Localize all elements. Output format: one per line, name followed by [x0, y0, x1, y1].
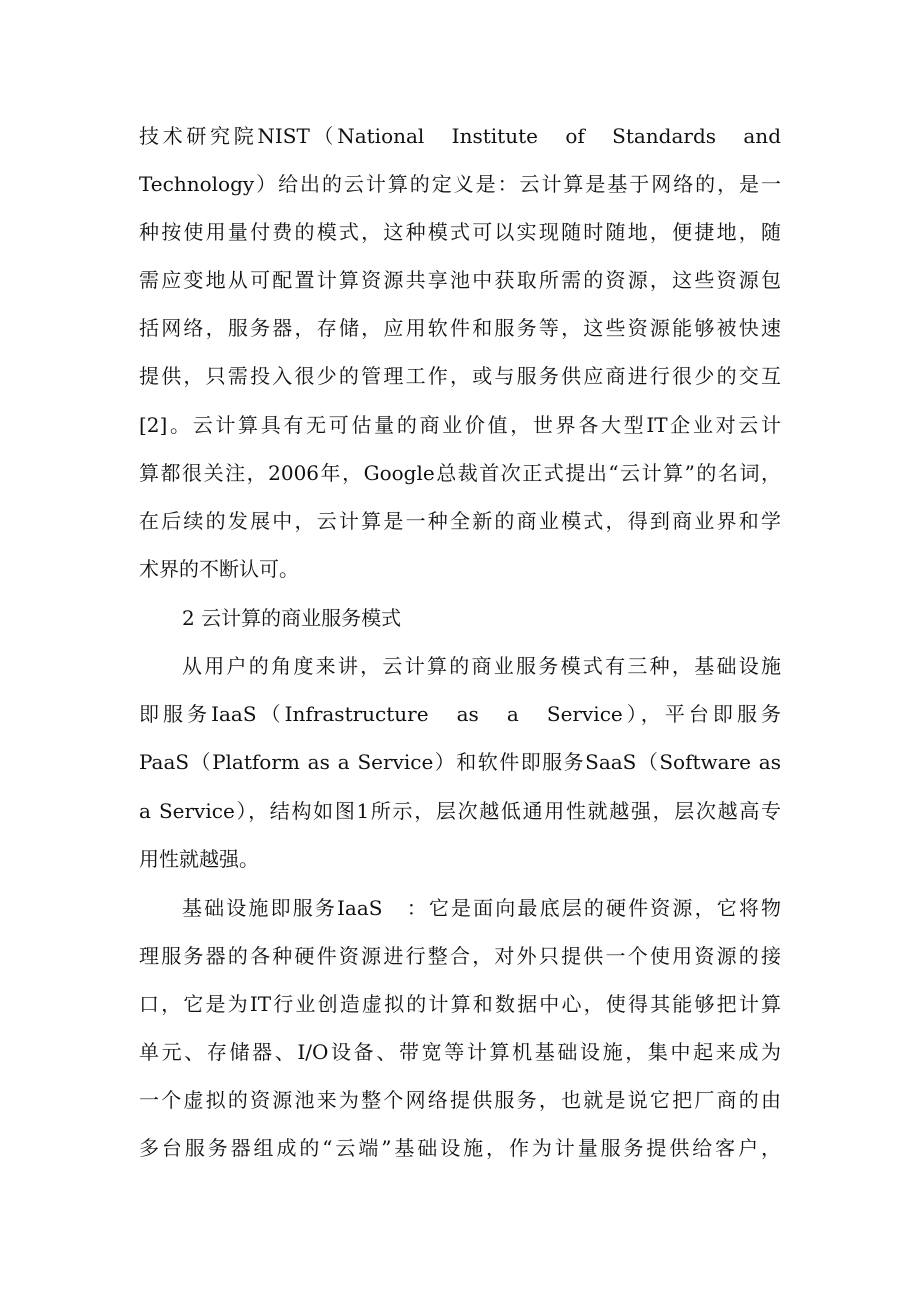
- section-heading: 2 云计算的商业服务模式: [182, 606, 402, 630]
- text-line: 括网络，服务器，存储，应用软件和服务等，这些资源能够被快速: [139, 316, 781, 340]
- text-line: 即服务IaaS（Infrastructure as a Service），平台即服务: [139, 702, 781, 726]
- text-line: 从用户的角度来讲，云计算的商业服务模式有三种，基础设施: [182, 654, 781, 678]
- text-line: 用性就越强。: [139, 847, 259, 871]
- text-line: 术界的不断认可。: [139, 557, 299, 581]
- text-line: 一个虚拟的资源池来为整个网络提供服务，也就是说它把厂商的由: [139, 1088, 781, 1112]
- text-line: Technology）给出的云计算的定义是：云计算是基于网络的，是一: [139, 172, 781, 196]
- text-line: 口，它是为IT行业创造虚拟的计算和数据中心，使得其能够把计算: [139, 992, 781, 1016]
- text-line: PaaS（Platform as a Service）和软件即服务SaaS（Software as: [139, 750, 781, 774]
- text-line: 多台服务器组成的“云端”基础设施，作为计量服务提供给客户，: [139, 1136, 781, 1160]
- text-line: 算都很关注，2006年，Google总裁首次正式提出“云计算”的名词，: [139, 461, 781, 485]
- text-line: a Service），结构如图1所示，层次越低通用性就越强，层次越高专: [139, 799, 781, 823]
- text-line: 在后续的发展中，云计算是一种全新的商业模式，得到商业界和学: [139, 509, 781, 533]
- text-line: [2]。云计算具有无可估量的商业价值，世界各大型IT企业对云计: [139, 413, 781, 437]
- text-line: 理服务器的各种硬件资源进行整合，对外只提供一个使用资源的接: [139, 944, 781, 968]
- text-line: 种按使用量付费的模式，这种模式可以实现随时随地，便捷地，随: [139, 220, 781, 244]
- text-line: 提供，只需投入很少的管理工作，或与服务供应商进行很少的交互: [139, 364, 781, 388]
- text-line: 需应变地从可配置计算资源共享池中获取所需的资源，这些资源包: [139, 268, 781, 292]
- text-line: 基础设施即服务IaaS ：它是面向最底层的硬件资源，它将物: [182, 896, 781, 920]
- text-line: 单元、存储器、I/O设备、带宽等计算机基础设施，集中起来成为: [139, 1040, 781, 1064]
- text-line: 技术研究院NIST（National Institute of Standards and: [139, 124, 781, 148]
